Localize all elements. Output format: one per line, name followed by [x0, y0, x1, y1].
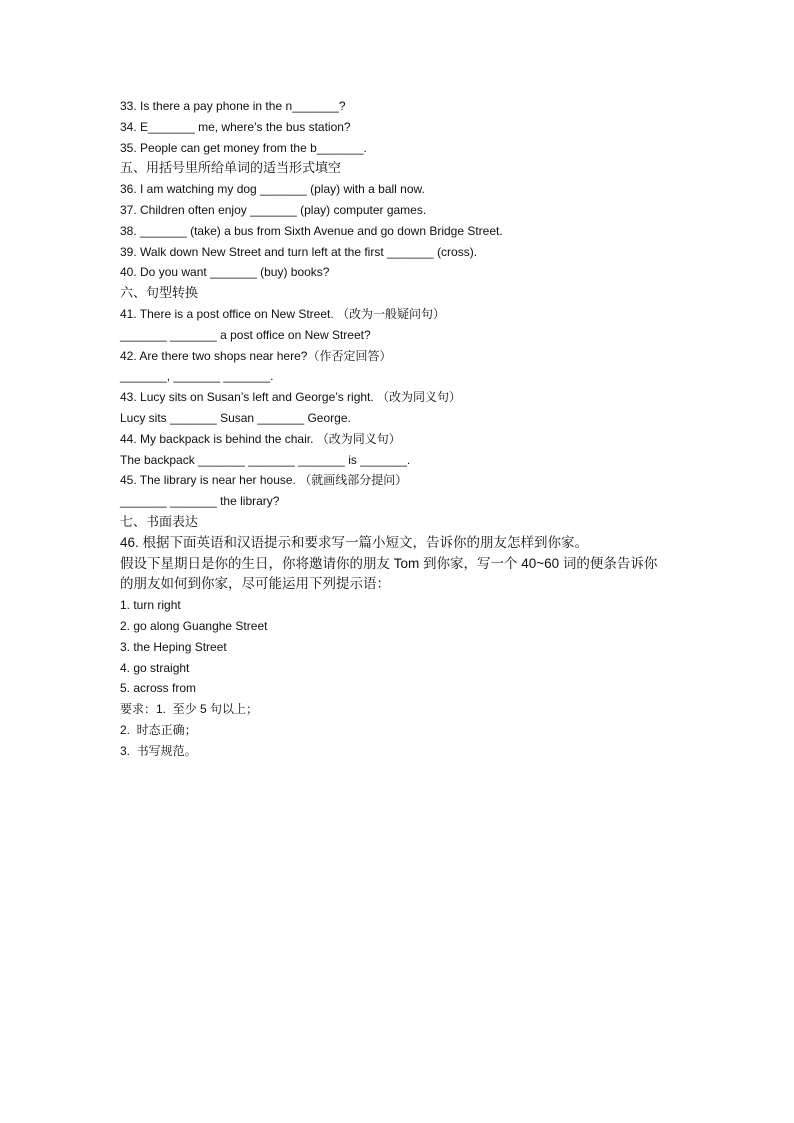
text-line: 1. turn right: [120, 598, 181, 613]
text-line: 36. I am watching my dog _______ (play) with a ball now.: [120, 182, 425, 197]
text-line: 4. go straight: [120, 660, 190, 675]
text-line: 5. across from: [120, 681, 197, 696]
text-line: 33. Is there a pay phone in the n_______?: [120, 99, 346, 113]
text-line: 44. My backpack is behind the chair. （改为同义句）: [120, 431, 401, 446]
text-line: 41. There is a post office on New Street. （改为一般疑问句）: [120, 306, 446, 321]
text-line: 34. E_______ me, where’s the bus station?: [120, 119, 351, 134]
text-line: 39. Walk down New Street and turn left at the first _______ (cross).: [120, 244, 478, 259]
text-line: _______, _______ _______.: [120, 369, 274, 384]
text-line: 的朋友如何到你家，尽可能运用下列提示语：: [120, 576, 390, 592]
section-heading: 七、书面表达: [120, 513, 199, 529]
text-line: 3. the Heping Street: [120, 639, 227, 654]
text-line: 46. 根据下面英语和汉语提示和要求写一篇小短文，告诉你的朋友怎样到你家。: [120, 534, 589, 550]
document-body: [120, 96, 700, 762]
text-line: 40. Do you want _______ (buy) books?: [120, 265, 330, 280]
text-line: 42. Are there two shops near here?（作否定回答）: [120, 348, 392, 363]
text-line: 38. _______ (take) a bus from Sixth Avenue and go down Bridge Street.: [120, 223, 503, 238]
text-line: 43. Lucy sits on Susan’s left and George’s right. （改为同义句）: [120, 390, 462, 405]
text-line: _______ _______ the library?: [120, 494, 280, 509]
text-line: 2. go along Guanghe Street: [120, 618, 268, 633]
section-heading: 六、句型转换: [120, 285, 199, 301]
text-line: 37. Children often enjoy _______ (play) computer games.: [120, 202, 427, 217]
text-line: 3. 书写规范。: [120, 743, 197, 758]
section-heading: 五、用括号里所给单词的适当形式填空: [120, 160, 342, 176]
text-line: _______ _______ a post office on New Street?: [120, 327, 371, 342]
text-line: 假设下星期日是你的生日，你将邀请你的朋友 Tom 到你家，写一个 40~60 词的便条告诉你: [120, 555, 658, 571]
text-line: Lucy sits _______ Susan _______ George.: [120, 410, 351, 425]
text-line: The backpack _______ _______ _______ is _______.: [120, 452, 411, 467]
text-line: 35. People can get money from the b_______.: [120, 140, 367, 155]
text-line: 2. 时态正确；: [120, 722, 197, 737]
text-line: 45. The library is near her house. （就画线部分提问）: [120, 473, 408, 488]
text-line: 要求：1. 至少 5 句以上；: [120, 702, 259, 717]
